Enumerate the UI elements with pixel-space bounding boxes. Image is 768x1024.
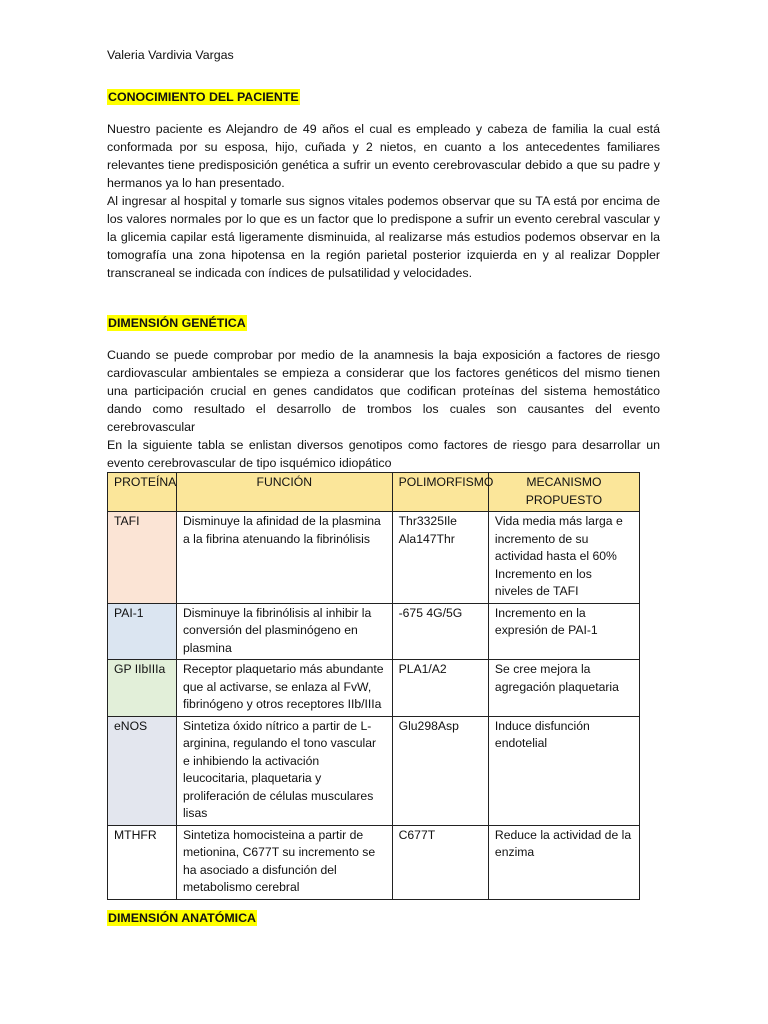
table-row xyxy=(108,716,640,825)
row-polymorphism: C677T xyxy=(392,825,488,899)
heading-genetic-dimension: DIMENSIÓN GENÉTICA xyxy=(108,316,246,330)
patient-paragraph-2: Al ingresar al hospital y tomarle sus signos vitales podemos observar que su TA está por encima de los valores normales por lo que es un factor que lo predispone a sufrir un evento cerebral vascular y la glicemia capilar está ligeramente disminuida, al realizarse más estudios podemos observar en la tomografía una zona hipotensa en la región parietal posterior izquierda en y al realizar Doppler transcraneal se indicada con índices de pulsatilidad y velocidades. xyxy=(107,194,660,280)
header-mechanism: MECANISMO PROPUESTO xyxy=(488,473,639,512)
genetic-paragraph-2: En la siguiente tabla se enlistan diversos genotipos como factores de riesgo para desarrollar un evento cerebrovascular de tipo isquémico idiopático xyxy=(107,438,660,470)
header-polymorphism: POLIMORFISMO xyxy=(392,473,488,512)
row-polymorphism: Glu298Asp xyxy=(392,716,488,825)
table-row xyxy=(108,512,640,604)
table-row xyxy=(108,660,640,717)
row-function: Disminuye la fibrinólisis al inhibir la conversión del plasminógeno en plasmina xyxy=(176,603,392,660)
row-mechanism: Induce disfunción endotelial xyxy=(488,716,639,825)
row-function: Sintetiza homocisteina a partir de metionina, C677T su incremento se ha asociado a disfunción del metabolismo cerebral xyxy=(176,825,392,899)
genetic-paragraph-1: Cuando se puede comprobar por medio de la anamnesis la baja exposición a factores de riesgo cardiovascular ambientales se empieza a considerar que los factores genéticos del mismo tienen una participación crucial en genes candidatos que codifican proteínas del sistema hemostático dando como resultado el desarrollo de trombos los cuales son causantes del evento cerebrovascular xyxy=(107,348,660,434)
row-polymorphism: Thr3325Ile Ala147Thr xyxy=(392,512,488,604)
heading-patient-knowledge: CONOCIMIENTO DEL PACIENTE xyxy=(108,90,299,104)
row-polymorphism: PLA1/A2 xyxy=(392,660,488,717)
row-protein: PAI-1 xyxy=(108,603,177,660)
patient-paragraph-1: Nuestro paciente es Alejandro de 49 años el cual es empleado y cabeza de familia la cual está conformada por su esposa, hijo, cuñada y 2 nietos, en cuanto a los antecedentes familiares relevantes tiene predisposición genética a sufrir un evento cerebrovascular debido a que su padre y hermanos ya lo han presentado. xyxy=(107,122,660,190)
table-row xyxy=(108,825,640,899)
row-function: Receptor plaquetario más abundante que al activarse, se enlaza al FvW, fibrinógeno y otros receptores IIb/IIIa xyxy=(176,660,392,717)
table-header-row xyxy=(108,473,640,512)
row-mechanism: Vida media más larga e incremento de su actividad hasta el 60% Incremento en los niveles de TAFI xyxy=(488,512,639,604)
row-protein: TAFI xyxy=(108,512,177,604)
row-protein: eNOS xyxy=(108,716,177,825)
document-page xyxy=(107,40,660,927)
row-function: Disminuye la afinidad de la plasmina a la fibrina atenuando la fibrinólisis xyxy=(176,512,392,604)
row-mechanism: Reduce la actividad de la enzima xyxy=(488,825,639,899)
header-function: FUNCIÓN xyxy=(176,473,392,512)
header-protein: PROTEÍNA xyxy=(108,473,177,512)
genotype-risk-table xyxy=(107,472,640,900)
row-mechanism: Se cree mejora la agregación plaquetaria xyxy=(488,660,639,717)
heading-anatomic-dimension: DIMENSIÓN ANATÓMICA xyxy=(108,910,256,925)
row-protein: MTHFR xyxy=(108,825,177,899)
row-protein: GP IIbIIIa xyxy=(108,660,177,717)
table-row xyxy=(108,603,640,660)
row-mechanism: Incremento en la expresión de PAI-1 xyxy=(488,603,639,660)
author-name: Valeria Vardivia Vargas xyxy=(107,48,234,62)
row-function: Sintetiza óxido nítrico a partir de L-arginina, regulando el tono vascular e inhibiendo la activación leucocitaria, plaquetaria y proliferación de células musculares lisas xyxy=(176,716,392,825)
row-polymorphism: -675 4G/5G xyxy=(392,603,488,660)
